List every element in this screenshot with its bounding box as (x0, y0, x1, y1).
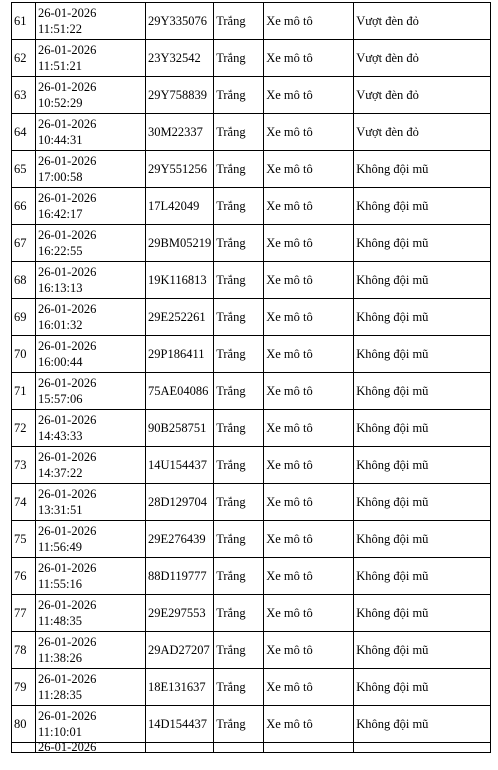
row-plate: 29AD27207 (146, 632, 214, 669)
row-plate: 29E252261 (146, 299, 214, 336)
row-plate-color: Trắng (214, 706, 264, 743)
row-plate-color: Trắng (214, 410, 264, 447)
row-time: 11:38:26 (38, 651, 82, 665)
violations-table (11, 2, 491, 753)
row-index: 67 (12, 225, 36, 262)
row-index: 62 (12, 40, 36, 77)
row-plate-color: Trắng (214, 336, 264, 373)
row-time: 16:13:13 (38, 281, 83, 295)
row-plate-color: Trắng (214, 484, 264, 521)
row-index: 80 (12, 706, 36, 743)
row-datetime (36, 114, 146, 151)
row-date: 26-01-2026 (38, 487, 97, 501)
table-row-partial (12, 743, 491, 753)
row-vehicle-type: Xe mô tô (264, 484, 354, 521)
row-time: 11:56:49 (38, 540, 82, 554)
row-violation (354, 743, 491, 753)
table-row (12, 3, 491, 40)
row-datetime (36, 336, 146, 373)
row-vehicle-type: Xe mô tô (264, 336, 354, 373)
row-index: 74 (12, 484, 36, 521)
row-plate-color: Trắng (214, 299, 264, 336)
row-plate-color: Trắng (214, 3, 264, 40)
row-violation: Không đội mũ (354, 447, 491, 484)
row-time: 11:55:16 (38, 577, 82, 591)
row-time: 13:31:51 (38, 503, 83, 517)
row-violation: Vượt đèn đỏ (354, 3, 491, 40)
table-row (12, 336, 491, 373)
row-time: 15:57:06 (38, 392, 83, 406)
row-plate-color: Trắng (214, 595, 264, 632)
row-datetime (36, 595, 146, 632)
table-row (12, 706, 491, 743)
row-index: 77 (12, 595, 36, 632)
row-plate: 29E297553 (146, 595, 214, 632)
row-plate-color: Trắng (214, 225, 264, 262)
row-plate: 19K116813 (146, 262, 214, 299)
row-time: 11:28:35 (38, 688, 82, 702)
row-plate: 29Y551256 (146, 151, 214, 188)
row-time: 11:10:01 (38, 725, 82, 739)
row-index: 65 (12, 151, 36, 188)
row-vehicle-type: Xe mô tô (264, 77, 354, 114)
row-plate: 29P186411 (146, 336, 214, 373)
row-plate: 29Y758839 (146, 77, 214, 114)
table-row (12, 410, 491, 447)
row-date: 26-01-2026 (38, 191, 97, 205)
row-violation: Không đội mũ (354, 262, 491, 299)
row-violation: Vượt đèn đỏ (354, 40, 491, 77)
row-plate-color: Trắng (214, 447, 264, 484)
row-violation: Không đội mũ (354, 595, 491, 632)
row-vehicle-type (264, 743, 354, 753)
row-datetime (36, 188, 146, 225)
row-datetime (36, 706, 146, 743)
row-datetime (36, 151, 146, 188)
row-plate: 90B258751 (146, 410, 214, 447)
row-violation: Không đội mũ (354, 225, 491, 262)
row-index: 70 (12, 336, 36, 373)
row-index: 79 (12, 669, 36, 706)
row-vehicle-type: Xe mô tô (264, 669, 354, 706)
row-date: 26-01-2026 (38, 450, 97, 464)
row-date: 26-01-2026 (38, 635, 97, 649)
row-index: 64 (12, 114, 36, 151)
table-row (12, 262, 491, 299)
row-violation: Không đội mũ (354, 669, 491, 706)
table-row (12, 114, 491, 151)
row-vehicle-type: Xe mô tô (264, 521, 354, 558)
row-time: 17:00:58 (38, 170, 83, 184)
row-vehicle-type: Xe mô tô (264, 40, 354, 77)
row-datetime (36, 447, 146, 484)
row-datetime (36, 521, 146, 558)
row-plate: 88D119777 (146, 558, 214, 595)
row-date: 26-01-2026 (38, 524, 97, 538)
row-plate: 18E131637 (146, 669, 214, 706)
table-row (12, 77, 491, 114)
row-vehicle-type: Xe mô tô (264, 225, 354, 262)
row-date: 26-01-2026 (38, 228, 97, 242)
row-time: 16:22:55 (38, 244, 83, 258)
row-datetime (36, 632, 146, 669)
row-plate: 75AE04086 (146, 373, 214, 410)
table-row (12, 188, 491, 225)
row-datetime (36, 299, 146, 336)
row-plate-color: Trắng (214, 632, 264, 669)
row-violation: Vượt đèn đỏ (354, 77, 491, 114)
table-row (12, 669, 491, 706)
table-row (12, 373, 491, 410)
row-date: 26-01-2026 (36, 743, 146, 753)
row-violation: Không đội mũ (354, 373, 491, 410)
row-index: 72 (12, 410, 36, 447)
row-violation: Không đội mũ (354, 558, 491, 595)
row-date: 26-01-2026 (38, 598, 97, 612)
row-datetime (36, 669, 146, 706)
row-plate: 29E276439 (146, 521, 214, 558)
row-index: 68 (12, 262, 36, 299)
row-index: 73 (12, 447, 36, 484)
row-date: 26-01-2026 (38, 117, 97, 131)
row-date: 26-01-2026 (38, 561, 97, 575)
row-index: 69 (12, 299, 36, 336)
row-index: 66 (12, 188, 36, 225)
row-plate-color (214, 743, 264, 753)
row-datetime (36, 373, 146, 410)
row-plate-color: Trắng (214, 114, 264, 151)
row-index: 75 (12, 521, 36, 558)
table-row (12, 595, 491, 632)
row-violation: Không đội mũ (354, 410, 491, 447)
row-plate-color: Trắng (214, 262, 264, 299)
row-plate-color: Trắng (214, 77, 264, 114)
row-plate: 29BM05219 (146, 225, 214, 262)
row-vehicle-type: Xe mô tô (264, 447, 354, 484)
row-time: 16:01:32 (38, 318, 83, 332)
row-plate: 30M22337 (146, 114, 214, 151)
row-violation: Không đội mũ (354, 299, 491, 336)
row-vehicle-type: Xe mô tô (264, 114, 354, 151)
row-time: 14:43:33 (38, 429, 83, 443)
row-index: 61 (12, 3, 36, 40)
row-datetime (36, 225, 146, 262)
row-date: 26-01-2026 (38, 43, 97, 57)
row-datetime (36, 410, 146, 447)
row-datetime (36, 262, 146, 299)
row-date: 26-01-2026 (38, 302, 97, 316)
row-violation: Không đội mũ (354, 706, 491, 743)
row-plate-color: Trắng (214, 558, 264, 595)
row-plate (146, 743, 214, 753)
row-time: 16:42:17 (38, 207, 83, 221)
row-time: 11:48:35 (38, 614, 82, 628)
row-plate: 14U154437 (146, 447, 214, 484)
row-vehicle-type: Xe mô tô (264, 262, 354, 299)
row-index: 71 (12, 373, 36, 410)
row-vehicle-type: Xe mô tô (264, 410, 354, 447)
row-vehicle-type: Xe mô tô (264, 188, 354, 225)
row-violation: Không đội mũ (354, 521, 491, 558)
row-time: 11:51:22 (38, 22, 82, 36)
violations-table-container (11, 2, 491, 753)
table-row (12, 558, 491, 595)
row-datetime (36, 40, 146, 77)
row-violation: Không đội mũ (354, 188, 491, 225)
row-plate: 23Y32542 (146, 40, 214, 77)
row-vehicle-type: Xe mô tô (264, 632, 354, 669)
row-vehicle-type: Xe mô tô (264, 151, 354, 188)
row-vehicle-type: Xe mô tô (264, 595, 354, 632)
row-vehicle-type: Xe mô tô (264, 373, 354, 410)
row-date: 26-01-2026 (38, 709, 97, 723)
row-vehicle-type: Xe mô tô (264, 558, 354, 595)
row-plate-color: Trắng (214, 188, 264, 225)
row-violation: Vượt đèn đỏ (354, 114, 491, 151)
row-date: 26-01-2026 (38, 672, 97, 686)
table-row (12, 40, 491, 77)
row-date: 26-01-2026 (38, 154, 97, 168)
row-plate-color: Trắng (214, 40, 264, 77)
row-time: 10:44:31 (38, 133, 83, 147)
row-plate-color: Trắng (214, 669, 264, 706)
row-date: 26-01-2026 (38, 6, 97, 20)
violations-table-body (12, 3, 491, 753)
row-violation: Không đội mũ (354, 484, 491, 521)
row-datetime (36, 558, 146, 595)
row-vehicle-type: Xe mô tô (264, 299, 354, 336)
row-vehicle-type: Xe mô tô (264, 706, 354, 743)
table-row (12, 632, 491, 669)
table-row (12, 521, 491, 558)
row-index: 78 (12, 632, 36, 669)
row-date: 26-01-2026 (38, 339, 97, 353)
row-plate: 29Y335076 (146, 3, 214, 40)
row-time: 10:52:29 (38, 96, 83, 110)
row-plate: 14D154437 (146, 706, 214, 743)
row-date: 26-01-2026 (38, 413, 97, 427)
table-row (12, 447, 491, 484)
row-time: 16:00:44 (38, 355, 83, 369)
row-date: 26-01-2026 (38, 265, 97, 279)
row-date: 26-01-2026 (38, 376, 97, 390)
row-datetime (36, 3, 146, 40)
row-plate: 17L42049 (146, 188, 214, 225)
row-violation: Không đội mũ (354, 336, 491, 373)
table-row (12, 225, 491, 262)
row-index (12, 743, 36, 753)
row-plate-color: Trắng (214, 151, 264, 188)
table-row (12, 484, 491, 521)
row-index: 63 (12, 77, 36, 114)
table-row (12, 151, 491, 188)
row-plate-color: Trắng (214, 521, 264, 558)
row-plate: 28D129704 (146, 484, 214, 521)
row-vehicle-type: Xe mô tô (264, 3, 354, 40)
row-time: 11:51:21 (38, 59, 82, 73)
row-date: 26-01-2026 (38, 80, 97, 94)
row-time: 14:37:22 (38, 466, 83, 480)
row-index: 76 (12, 558, 36, 595)
row-datetime (36, 484, 146, 521)
row-datetime (36, 77, 146, 114)
row-plate-color: Trắng (214, 373, 264, 410)
row-violation: Không đội mũ (354, 632, 491, 669)
table-row (12, 299, 491, 336)
row-violation: Không đội mũ (354, 151, 491, 188)
